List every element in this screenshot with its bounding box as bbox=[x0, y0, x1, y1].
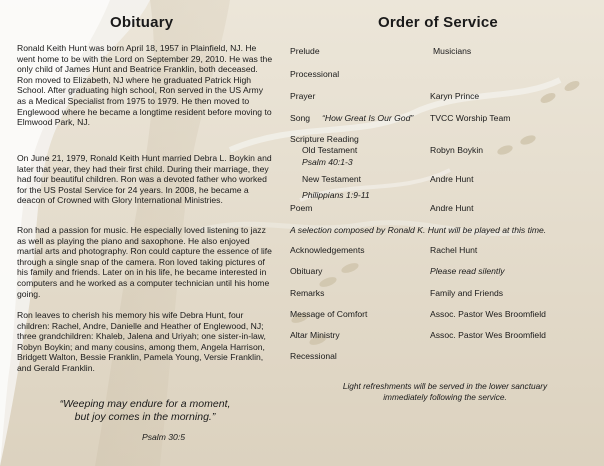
obituary-paragraph-3: Ron had a passion for music. He especially loved listening to jazz as well as playing the piano and saxophone. He also enjoyed martial arts and photography. Ron could capture the essence of life through a single snap of the camera. Ron loved taking pictures of his family and friends. Later on in his life, he became interested in computers and he worked as a computer technician until his home going. bbox=[17, 225, 272, 299]
service-item-person: Assoc. Pastor Wes Broomfield bbox=[430, 330, 546, 340]
service-item-person: Karyn Prince bbox=[430, 91, 480, 101]
service-item-label: Remarks bbox=[290, 288, 325, 298]
scripture-reference: Philippians 1:9-11 bbox=[302, 190, 370, 200]
refreshments-note bbox=[300, 381, 590, 402]
service-item-person: Andre Hunt bbox=[430, 174, 474, 184]
service-item-person: TVCC Worship Team bbox=[430, 113, 511, 123]
obituary-paragraph-2: On June 21, 1979, Ronald Keith Hunt married Debra L. Boykin and later that year, they had their first child. During their marriage, they had four beautiful children. Ron was a devoted father who worked for the US Postal Service for 24 years. In 2008, he became a deacon of Crowned with Glory International Ministries. bbox=[17, 153, 272, 206]
song-title: “How Great Is Our God” bbox=[322, 113, 414, 123]
service-item-label: Recessional bbox=[290, 351, 337, 361]
service-item-person: Family and Friends bbox=[430, 288, 504, 298]
quote-reference: Psalm 30:5 bbox=[142, 432, 185, 442]
service-item-person: Musicians bbox=[433, 46, 472, 56]
service-item-person: Please read silently bbox=[430, 266, 505, 276]
service-item-label: Poem bbox=[290, 203, 313, 213]
service-item-label: Song bbox=[290, 113, 311, 123]
service-item-label: Prelude bbox=[290, 46, 320, 56]
service-item-label: Message of Comfort bbox=[290, 309, 368, 319]
obituary-paragraph-4: Ron leaves to cherish his memory his wife Debra Hunt, four children: Rachel, Andre, Danielle and Heather of Englewood, NJ; three grandchildren: Khaleb, Jalena and Uriyah; one sister-in-law, Robyn Boykin; and many cousins, among them, Angela Harrison, Bridgett Walton, Bessie Franklin, Pamela Young, Versie Franklin, and Gerald Franklin. bbox=[17, 310, 266, 373]
service-item-label: Processional bbox=[290, 69, 340, 79]
refreshments-line-2: immediately following the service. bbox=[383, 391, 507, 402]
quote-line-1: “Weeping may endure for a moment, bbox=[59, 398, 231, 410]
quote-line-2: but joy comes in the morning.” bbox=[74, 411, 216, 423]
selection-note: A selection composed by Ronald K. Hunt will be played at this time. bbox=[290, 225, 547, 235]
obituary-title: Obituary bbox=[110, 14, 174, 31]
scripture-quote bbox=[30, 398, 260, 424]
order-of-service-title: Order of Service bbox=[378, 14, 498, 31]
service-item-label: New Testament bbox=[302, 174, 362, 184]
service-item-person: Robyn Boykin bbox=[430, 145, 484, 155]
service-item-label: Prayer bbox=[290, 91, 316, 101]
service-item-person: Rachel Hunt bbox=[430, 245, 478, 255]
service-item-person: Assoc. Pastor Wes Broomfield bbox=[430, 309, 546, 319]
service-item-label: Old Testament bbox=[302, 145, 358, 155]
service-item-person: Andre Hunt bbox=[430, 203, 474, 213]
service-item-label: Obituary bbox=[290, 266, 323, 276]
obituary-paragraph-1: Ronald Keith Hunt was born April 18, 1957 in Plainfield, NJ. He went home to be with the Lord on September 29, 2010. He was the only child of James Hunt and Beatrice Franklin, both deceased. Ron moved to Elizabeth, NJ where he graduated Patrick High School. After graduating high school, Ron served in the US Army as a Medical Specialist from 1975 to 1979. He then moved to Englewood where he became a longtime resident before moving to Elmwood Park, NJ. bbox=[17, 43, 273, 128]
service-item-label: Acknowledgements bbox=[290, 245, 365, 255]
refreshments-line-1: Light refreshments will be served in the lower sanctuary bbox=[342, 381, 548, 391]
scripture-reference: Psalm 40:1-3 bbox=[302, 157, 353, 167]
service-item-label: Altar Ministry bbox=[290, 330, 340, 340]
service-item-label: Scripture Reading bbox=[290, 134, 359, 144]
